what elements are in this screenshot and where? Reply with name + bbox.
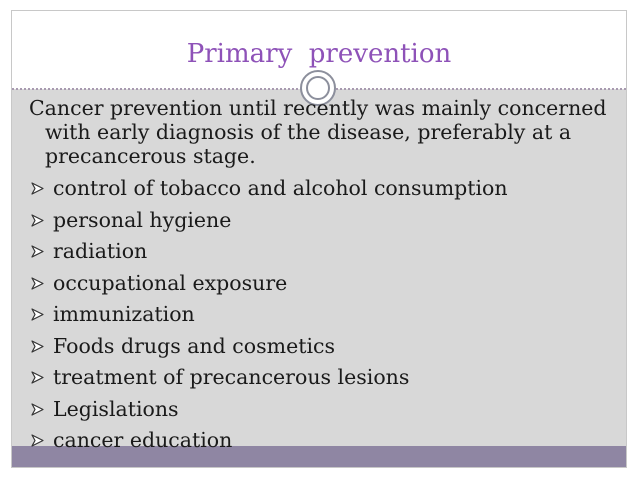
bullet-text: control of tobacco and alcohol consumption	[53, 176, 508, 200]
arrow-bullet-icon	[31, 394, 45, 426]
bullet-text: occupational exposure	[53, 270, 288, 295]
bullet-item	[29, 362, 619, 394]
arrow-bullet-icon	[31, 205, 45, 237]
bullet-text: cancer education	[53, 428, 233, 452]
bullet-item	[29, 394, 619, 426]
arrow-bullet-icon	[31, 331, 45, 363]
bullet-text: treatment of precancerous lesions	[53, 365, 410, 389]
bullet-text: radiation	[53, 239, 148, 263]
bullet-item	[29, 173, 619, 205]
bullet-item	[29, 268, 619, 300]
bullet-item	[29, 425, 619, 457]
bullet-item	[29, 205, 619, 237]
bullet-item	[29, 299, 619, 331]
bullet-text: immunization	[53, 302, 195, 326]
arrow-bullet-icon	[31, 425, 45, 457]
arrow-bullet-icon	[31, 236, 45, 268]
arrow-bullet-icon	[31, 299, 45, 331]
slide-body	[29, 96, 619, 457]
bullet-text: Foods drugs and cosmetics	[53, 333, 336, 358]
arrow-bullet-icon	[31, 173, 45, 205]
bullet-item	[29, 331, 619, 363]
arrow-bullet-icon	[31, 268, 45, 300]
bullet-list	[29, 173, 619, 457]
bullet-item	[29, 236, 619, 268]
slide-title: Primary prevention	[186, 39, 452, 69]
arrow-bullet-icon	[31, 362, 45, 394]
bullet-text: Legislations	[53, 396, 179, 421]
bullet-text: personal hygiene	[53, 207, 232, 232]
intro-paragraph: Cancer prevention until recently was mainly concerned with early diagnosis of the disease, preferably at a precancerous stage.	[29, 96, 607, 168]
